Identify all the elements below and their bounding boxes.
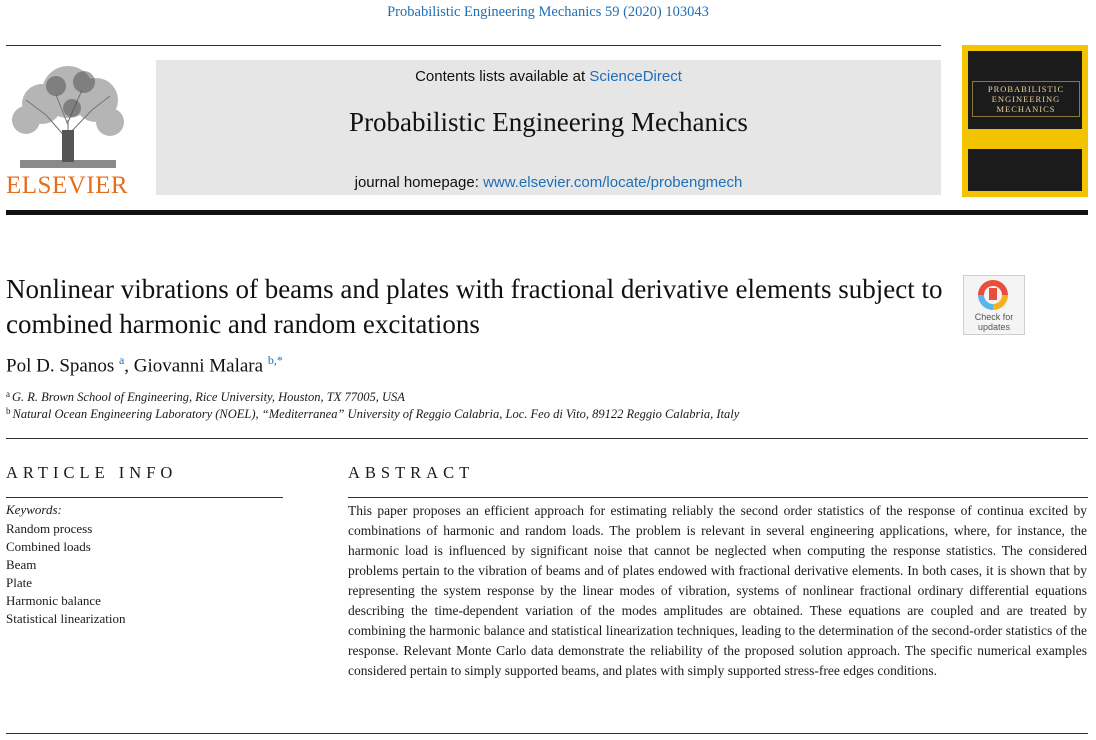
keyword-item: Beam bbox=[6, 557, 37, 572]
homepage-link[interactable]: www.elsevier.com/locate/probengmech bbox=[483, 174, 743, 191]
journal-title: Probabilistic Engineering Mechanics bbox=[349, 107, 748, 137]
keyword-item: Plate bbox=[6, 575, 32, 590]
author-name[interactable]: Giovanni Malara bbox=[133, 355, 264, 377]
affiliation-b bbox=[6, 406, 739, 422]
cover-panel bbox=[968, 51, 1082, 191]
keyword-item: Statistical linearization bbox=[6, 611, 126, 626]
affiliation-marker[interactable]: a bbox=[118, 353, 125, 367]
check-for-updates-label: Check for updates bbox=[974, 312, 1014, 332]
check-for-updates-icon bbox=[978, 280, 1008, 310]
affiliation-b-marker: b bbox=[6, 406, 11, 416]
cover-band bbox=[968, 129, 1082, 149]
article-title: Nonlinear vibrations of beams and plates with fractional derivative elements subject to combined harmonic and random excitations bbox=[6, 274, 943, 339]
author-list: Pol D. Spanos $^a$, Giovanni Malara $^{b,*}$ bbox=[6, 353, 283, 377]
sciencedirect-link[interactable]: ScienceDirect bbox=[589, 68, 682, 85]
journal-cover[interactable] bbox=[962, 45, 1088, 197]
keywords-list bbox=[6, 520, 126, 628]
abstract-heading: ABSTRACT bbox=[348, 463, 475, 482]
journal-banner bbox=[156, 60, 941, 195]
contents-prefix: Contents lists available at bbox=[415, 68, 590, 85]
abstract-text: This paper proposes an efficient approach for estimating reliably the second order statistics of the response of continua excited by combinations of harmonic and random loads. The problem is relevant in several engineering applications, where, for instance, the harmonic load is influenced by significant noise that cannot be neglected when computing the response statistics. The considered problems pertain to the vibration of beams and of plates endowed with fractional derivative elements. In both cases, it is shown that by representing the system response by the linear modes of vibration, systems of nonlinear fractional ordinary differential equations describing the time-dependent variation of the modes amplitudes are obtained. These equations are coupled and are treated by combining the harmonic balance and statistical linearization techniques, leading to the determination of the second-order statistics of the response. Relevant Monte Carlo data demonstrate the reliability of the proposed solution approach. The specific numerical examples considered pertain to simply supported beams, and plates with simply supported stress-free edges conditions. bbox=[348, 503, 1087, 678]
header-thick-divider bbox=[6, 210, 1088, 215]
check-for-updates-button[interactable] bbox=[963, 275, 1025, 335]
affiliation-b-text: Natural Ocean Engineering Laboratory (NOEL), “Mediterranea” University of Reggio Calabria, Loc. Feo di Vito, 89122 Reggio Calabria, Italy bbox=[12, 407, 740, 421]
homepage-prefix: journal homepage: bbox=[354, 174, 484, 191]
top-divider bbox=[6, 45, 941, 46]
article-info-heading: ARTICLE INFO bbox=[6, 463, 178, 482]
elsevier-wordmark[interactable]: ELSEVIER bbox=[6, 172, 129, 199]
affiliation-a-text: G. R. Brown School of Engineering, Rice University, Houston, TX 77005, USA bbox=[12, 390, 405, 404]
abstract-divider bbox=[348, 497, 1088, 498]
affiliation-a-marker: a bbox=[6, 389, 10, 399]
keyword-item: Combined loads bbox=[6, 539, 91, 554]
affiliation-a bbox=[6, 389, 405, 405]
homepage-line bbox=[156, 174, 941, 191]
cover-title: PROBABILISTIC ENGINEERING MECHANICS bbox=[972, 81, 1080, 117]
journal-reference[interactable]: Probabilistic Engineering Mechanics 59 (2020) 103043 bbox=[387, 4, 709, 20]
author-name[interactable]: Pol D. Spanos bbox=[6, 355, 115, 377]
contents-line bbox=[156, 68, 941, 85]
article-info-divider bbox=[6, 497, 283, 498]
section-divider bbox=[6, 438, 1088, 439]
keyword-item: Harmonic balance bbox=[6, 593, 101, 608]
bottom-divider bbox=[6, 733, 1088, 734]
affiliation-marker[interactable]: b,* bbox=[267, 353, 283, 367]
keywords-label: Keywords: bbox=[6, 502, 62, 517]
keyword-item: Random process bbox=[6, 521, 93, 536]
